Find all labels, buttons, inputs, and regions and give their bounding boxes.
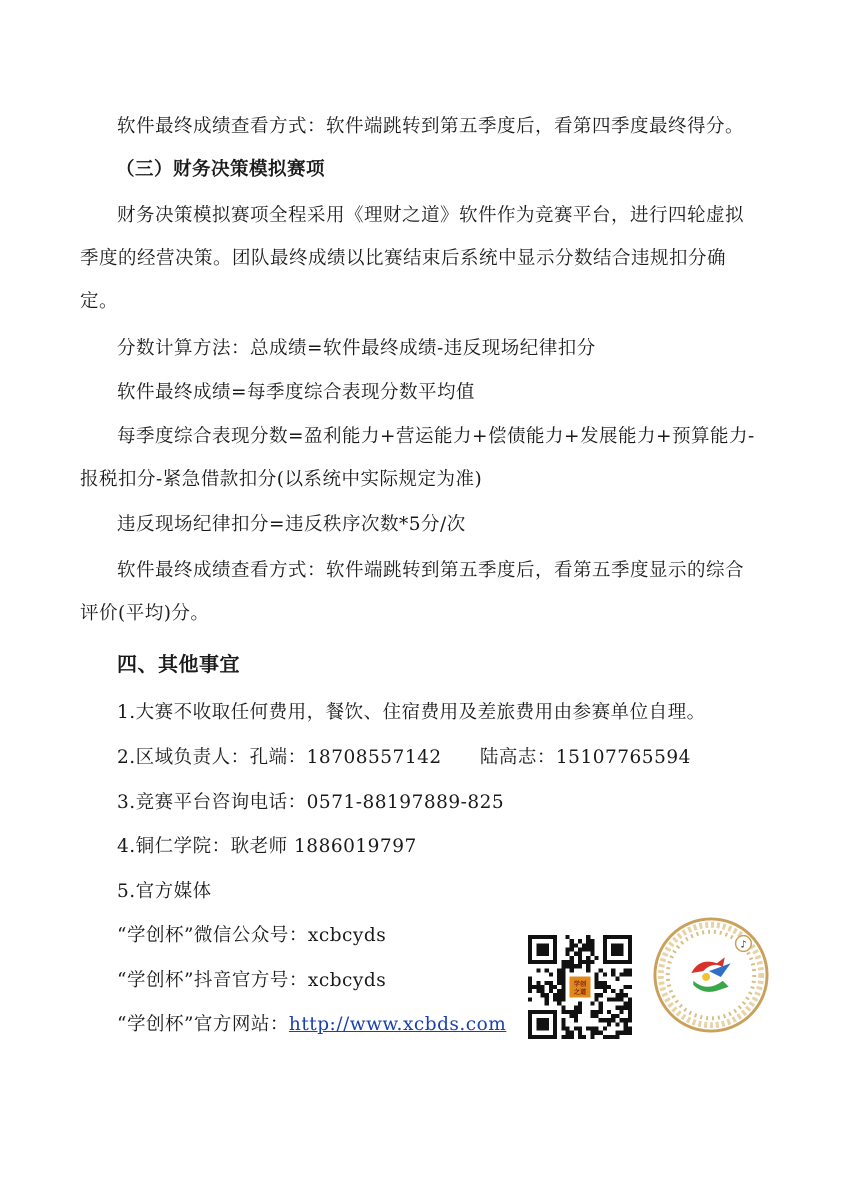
wechat-account: “学创杯”微信公众号：xcbcyds xyxy=(117,925,387,946)
list-item-4: 4.铜仁学院：耿老师 1886019797 xyxy=(117,836,417,857)
formula-total: 分数计算方法：总成绩=软件最终成绩-违反现场纪律扣分 xyxy=(117,338,596,359)
website-label: “学创杯”官方网站： xyxy=(117,1014,289,1035)
formula-quarterly-1: 每季度综合表现分数=盈利能力+营运能力+偿债能力+发展能力+预算能力- xyxy=(117,426,755,447)
douyin-icon: ♪ xyxy=(740,939,747,951)
qr-logo xyxy=(568,975,593,1000)
formula-quarterly-2: 报税扣分-紧急借款扣分(以系统中实际规定为准) xyxy=(80,469,483,490)
paragraph-line: 定。 xyxy=(80,291,119,312)
paragraph-line: 财务决策模拟赛项全程采用《理财之道》软件作为竞赛平台，进行四轮虚拟 xyxy=(117,205,745,226)
website-link[interactable]: http://www.xcbds.com xyxy=(288,1014,507,1035)
list-item-5: 5.官方媒体 xyxy=(117,881,212,902)
svg-text:学创: 学创 xyxy=(573,981,587,989)
section-heading-4: 四、其他事宜 xyxy=(117,652,240,676)
qr-code-image xyxy=(528,935,632,1039)
official-website xyxy=(117,1012,506,1038)
formula-penalty: 违反现场纪律扣分=违反秩序次数*5分/次 xyxy=(117,514,466,535)
formula-software: 软件最终成绩=每季度综合表现分数平均值 xyxy=(117,382,476,403)
list-item-2: 2.区域负责人：孔端：18708557142 陆高志：15107765594 xyxy=(117,747,691,768)
view-method-line-1: 软件最终成绩查看方式：软件端跳转到第五季度后，看第四季度最终得分。 xyxy=(117,116,745,137)
svg-text:之道: 之道 xyxy=(573,989,587,997)
list-item-3: 3.竞赛平台咨询电话：0571-88197889-825 xyxy=(117,792,505,813)
douyin-code-image xyxy=(652,916,770,1034)
douyin-account: “学创杯”抖音官方号：xcbcyds xyxy=(117,970,387,991)
view-method-line-2-cont: 评价(平均)分。 xyxy=(80,603,210,624)
section-heading-3: （三）财务决策模拟赛项 xyxy=(116,159,326,180)
paragraph-line: 季度的经营决策。团队最终成绩以比赛结束后系统中显示分数结合违规扣分确 xyxy=(80,248,727,269)
list-item-1: 1.大赛不收取任何费用，餐饮、住宿费用及差旅费用由参赛单位自理。 xyxy=(117,702,706,723)
view-method-line-2: 软件最终成绩查看方式：软件端跳转到第五季度后，看第五季度显示的综合 xyxy=(117,560,745,581)
